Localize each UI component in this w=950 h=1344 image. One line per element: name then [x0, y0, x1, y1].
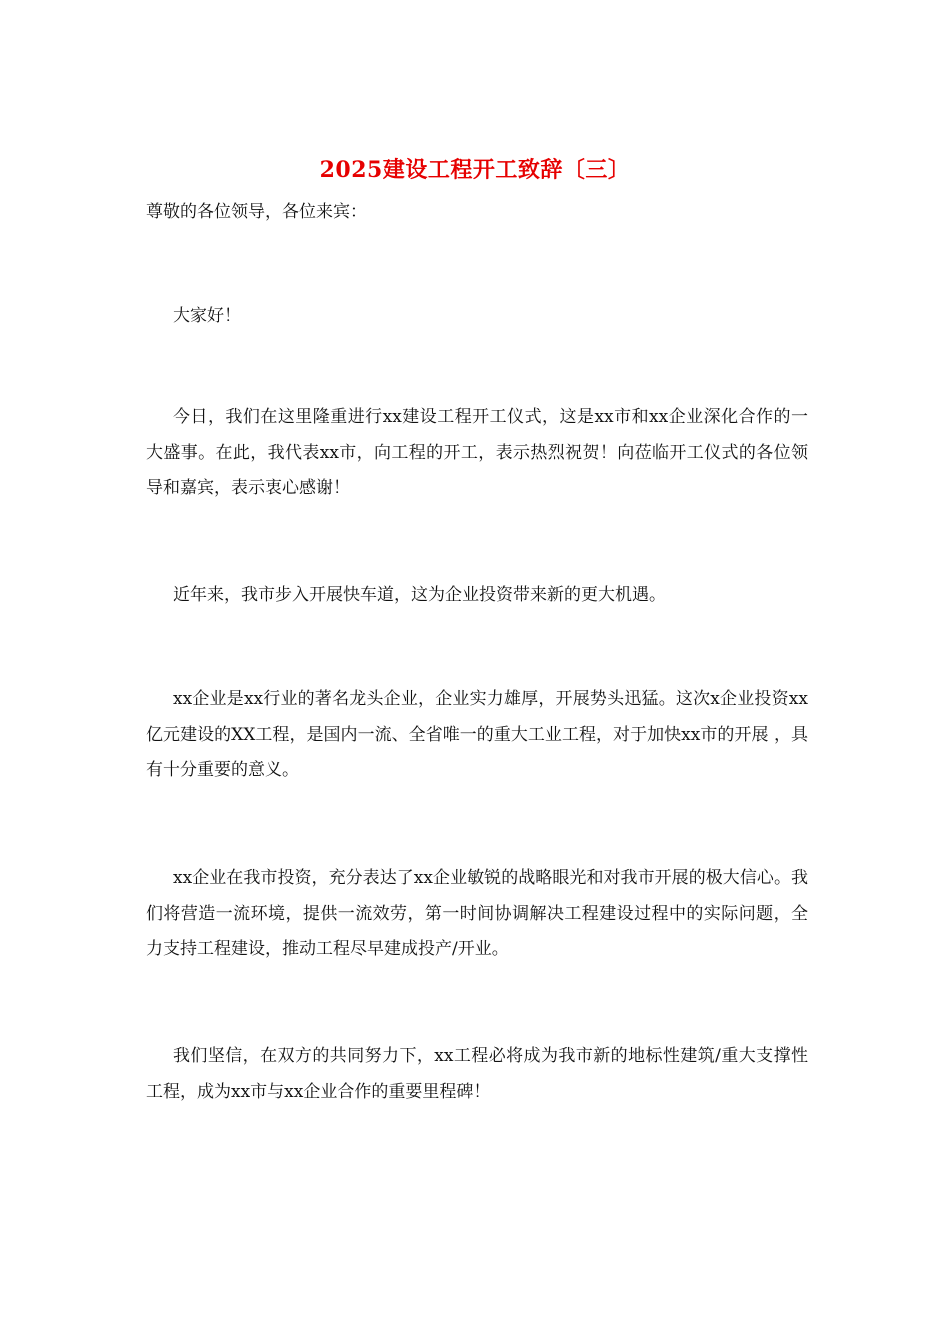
paragraph-conviction: 我们坚信，在双方的共同努力下，xx工程必将成为我市新的地标性建筑/重大支撑性工程，成为xx市与xx企业合作的重要里程碑！ [146, 1046, 808, 1102]
paragraph-ceremony: 今日，我们在这里隆重进行xx建设工程开工仪式，这是xx市和xx企业深化合作的一大盛事。在此，我代表xx市，向工程的开工，表示热烈祝贺！向莅临开工仪式的各位领导和嘉宾，表示衷心感谢！ [146, 407, 808, 498]
paragraph-enterprise: xx企业是xx行业的著名龙头企业，企业实力雄厚，开展势头迅猛。这次x企业投资xx亿元建设的XX工程，是国内一流、全省唯一的重大工业工程，对于加快xx市的开展 ，具有十分重要的意义。 [146, 689, 808, 780]
paragraph-investment: xx企业在我市投资，充分表达了xx企业敏锐的战略眼光和对我市开展的极大信心。我们将营造一流环境，提供一流效劳，第一时间协调解决工程建设过程中的实际问题，全力支持工程建设，推动工程尽早建成投产/开业。 [146, 868, 808, 959]
salutation: 尊敬的各位领导，各位来宾： [146, 202, 367, 222]
document-title: 2025建设工程开工致辞〔三〕 [319, 157, 631, 183]
paragraph-greeting: 大家好！ [173, 306, 241, 326]
paragraph-opportunity: 近年来，我市步入开展快车道，这为企业投资带来新的更大机遇。 [173, 585, 666, 605]
